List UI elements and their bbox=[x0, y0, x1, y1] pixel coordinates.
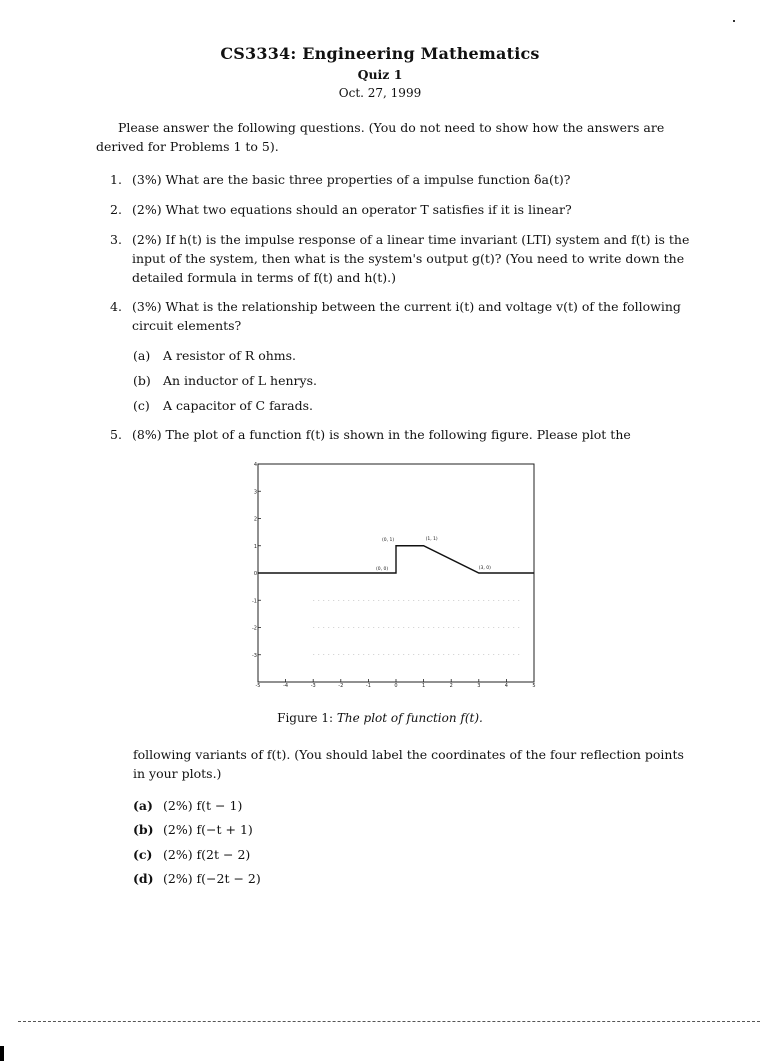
variant-a bbox=[133, 796, 242, 815]
x-tick-label: 0 bbox=[394, 683, 398, 689]
page-title: CS3334: Engineering Mathematics bbox=[220, 44, 540, 63]
q4-part-c bbox=[133, 396, 313, 415]
y-tick-label: 4 bbox=[253, 462, 257, 468]
x-tick-label: -1 bbox=[365, 683, 371, 689]
variant-text: (2%) f(−2t − 2) bbox=[163, 871, 261, 886]
variant-label: (c) bbox=[133, 847, 153, 862]
quiz-date: Oct. 27, 1999 bbox=[338, 86, 422, 100]
variant-b bbox=[133, 820, 253, 839]
question-text: (2%) What two equations should an operator T satisfies if it is linear? bbox=[132, 202, 572, 217]
question-text: (3%) What are the basic three properties of a impulse function δa(t)? bbox=[132, 172, 571, 187]
y-tick-label: 1 bbox=[253, 543, 257, 550]
question-number: 3. bbox=[110, 232, 122, 247]
x-tick-label: 2 bbox=[449, 683, 453, 689]
point-annotation: (0, 0) bbox=[376, 567, 389, 572]
x-tick-label: -2 bbox=[338, 683, 344, 689]
caption-label: Figure 1: bbox=[277, 711, 334, 725]
y-tick-label: -3 bbox=[252, 652, 257, 659]
part-text: An inductor of L henrys. bbox=[163, 373, 317, 388]
question-number: 5. bbox=[110, 427, 122, 442]
variant-text: (2%) f(2t − 2) bbox=[163, 847, 251, 862]
point-annotation: (0, 1) bbox=[382, 537, 395, 543]
x-tick-label: 1 bbox=[422, 683, 426, 689]
scan-speck bbox=[733, 20, 735, 22]
variant-label: (d) bbox=[133, 871, 154, 886]
quiz-subtitle: Quiz 1 bbox=[357, 67, 403, 82]
point-annotation: (1, 1) bbox=[425, 536, 438, 542]
x-tick-label: 3 bbox=[477, 683, 481, 689]
question-3 bbox=[110, 230, 690, 287]
part-text: A resistor of R ohms. bbox=[163, 348, 297, 363]
question-text: (3%) What is the relationship between the current i(t) and voltage v(t) of the following circuit elements? bbox=[132, 299, 681, 333]
point-annotation: (3, 0) bbox=[478, 566, 491, 571]
question-1 bbox=[110, 170, 690, 189]
variant-d bbox=[133, 869, 261, 888]
question-2 bbox=[110, 200, 690, 219]
q4-part-a bbox=[133, 346, 296, 365]
function-plot bbox=[254, 462, 536, 688]
question-5 bbox=[110, 425, 690, 444]
q4-part-b bbox=[133, 371, 317, 390]
question-number: 1. bbox=[110, 172, 122, 187]
variant-label: (b) bbox=[133, 822, 154, 837]
variant-c bbox=[133, 845, 250, 864]
part-label: (b) bbox=[133, 373, 151, 388]
question-text: (2%) If h(t) is the impulse response of a linear time invariant (LTI) system and f(t) is the input of the system, then what is the system's output g(t)? (You need to write down the detailed formula in terms of f(t) and h(t).) bbox=[132, 232, 690, 285]
y-tick-label: -1 bbox=[252, 598, 257, 605]
question-number: 4. bbox=[110, 299, 122, 314]
variant-text: (2%) f(−t + 1) bbox=[163, 822, 253, 837]
y-tick-label: 3 bbox=[253, 489, 257, 496]
x-tick-label: -3 bbox=[310, 683, 316, 689]
x-tick-label: 5 bbox=[532, 683, 536, 689]
variant-text: (2%) f(t − 1) bbox=[163, 798, 243, 813]
part-label: (a) bbox=[133, 348, 151, 363]
part-label: (c) bbox=[133, 398, 150, 413]
variant-label: (a) bbox=[133, 798, 153, 813]
question-text: (8%) The plot of a function f(t) is shown in the following figure. Please plot the bbox=[132, 427, 631, 442]
question-5-continuation: following variants of f(t). (You should label the coordinates of the four reflection points in your plots.) bbox=[133, 747, 684, 781]
part-text: A capacitor of C farads. bbox=[163, 398, 313, 413]
y-tick-label: 2 bbox=[253, 516, 257, 523]
series-line-f bbox=[258, 546, 534, 573]
x-tick-label: -5 bbox=[255, 683, 261, 689]
caption-text: The plot of function f(t). bbox=[336, 711, 483, 725]
instructions-paragraph: Please answer the following questions. (You do not need to show how the answers are derived for Problems 1 to 5). bbox=[96, 120, 665, 154]
y-tick-label: -2 bbox=[252, 625, 257, 632]
question-4 bbox=[110, 297, 690, 335]
x-tick-label: 4 bbox=[504, 683, 508, 689]
page-bottom-rule bbox=[18, 1021, 760, 1022]
question-number: 2. bbox=[110, 202, 122, 217]
scan-edge-mark bbox=[0, 1046, 4, 1061]
y-tick-label: 0 bbox=[253, 571, 257, 577]
x-tick-label: -4 bbox=[283, 683, 289, 689]
figure-caption bbox=[0, 711, 760, 725]
